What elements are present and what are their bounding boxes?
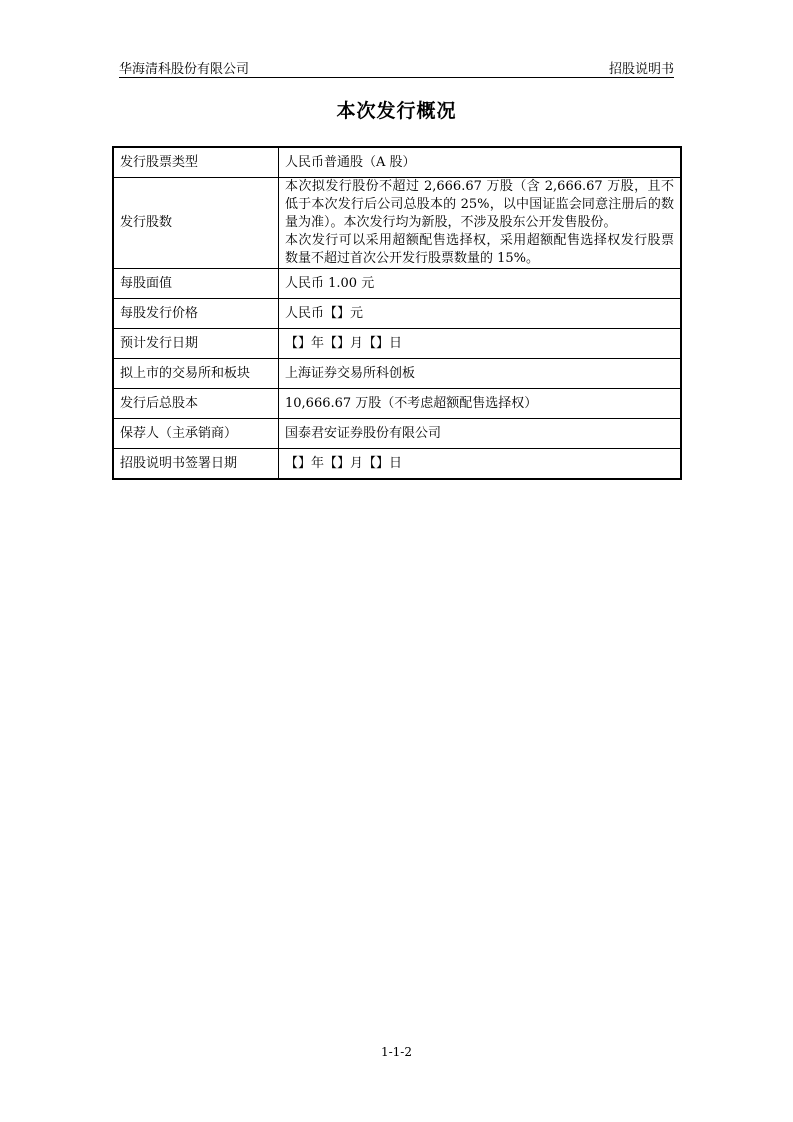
share-count-paragraph-1: 本次拟发行股份不超过 2,666.67 万股（含 2,666.67 万股，且不低于本次发行后公司总股本的 25%，以中国证监会同意注册后的数量为准）。本次发行均为新股，不涉及股东公开发售股份。 [285, 179, 674, 230]
table-row [113, 389, 681, 419]
table-row [113, 449, 681, 480]
page-title: 本次发行概况 [336, 100, 457, 122]
row-label-signing-date: 招股说明书签署日期 [113, 449, 279, 480]
row-label-sponsor: 保荐人（主承销商） [113, 419, 279, 449]
row-label-issue-price: 每股发行价格 [113, 299, 279, 329]
page-header [119, 57, 674, 78]
table-row [113, 299, 681, 329]
row-label-total-shares: 发行后总股本 [113, 389, 279, 419]
table-row [113, 419, 681, 449]
row-label-stock-type: 发行股票类型 [113, 147, 279, 178]
table-row [113, 269, 681, 299]
header-document-type: 招股说明书 [608, 62, 674, 77]
row-value-issue-price: 人民币【】元 [279, 299, 682, 329]
page-number: 1-1-2 [380, 1045, 412, 1059]
table-row [113, 359, 681, 389]
row-value-signing-date: 【】年【】月【】日 [279, 449, 682, 480]
table-row [113, 178, 681, 269]
row-label-issue-date: 预计发行日期 [113, 329, 279, 359]
row-label-exchange-board: 拟上市的交易所和板块 [113, 359, 279, 389]
row-value-share-count [279, 178, 682, 269]
row-value-par-value: 人民币 1.00 元 [279, 269, 682, 299]
row-value-sponsor: 国泰君安证券股份有限公司 [279, 419, 682, 449]
row-value-issue-date: 【】年【】月【】日 [279, 329, 682, 359]
row-value-exchange-board: 上海证券交易所科创板 [279, 359, 682, 389]
row-label-share-count: 发行股数 [113, 178, 279, 269]
offering-overview-table [112, 146, 682, 480]
row-value-stock-type: 人民币普通股（A 股） [279, 147, 682, 178]
table-row [113, 329, 681, 359]
header-company-name: 华海清科股份有限公司 [119, 62, 250, 77]
row-label-par-value: 每股面值 [113, 269, 279, 299]
share-count-paragraph-2: 本次发行可以采用超额配售选择权，采用超额配售选择权发行股票数量不超过首次公开发行股票数量的 15%。 [285, 233, 674, 266]
row-value-total-shares: 10,666.67 万股（不考虑超额配售选择权） [279, 389, 682, 419]
table-row [113, 147, 681, 178]
